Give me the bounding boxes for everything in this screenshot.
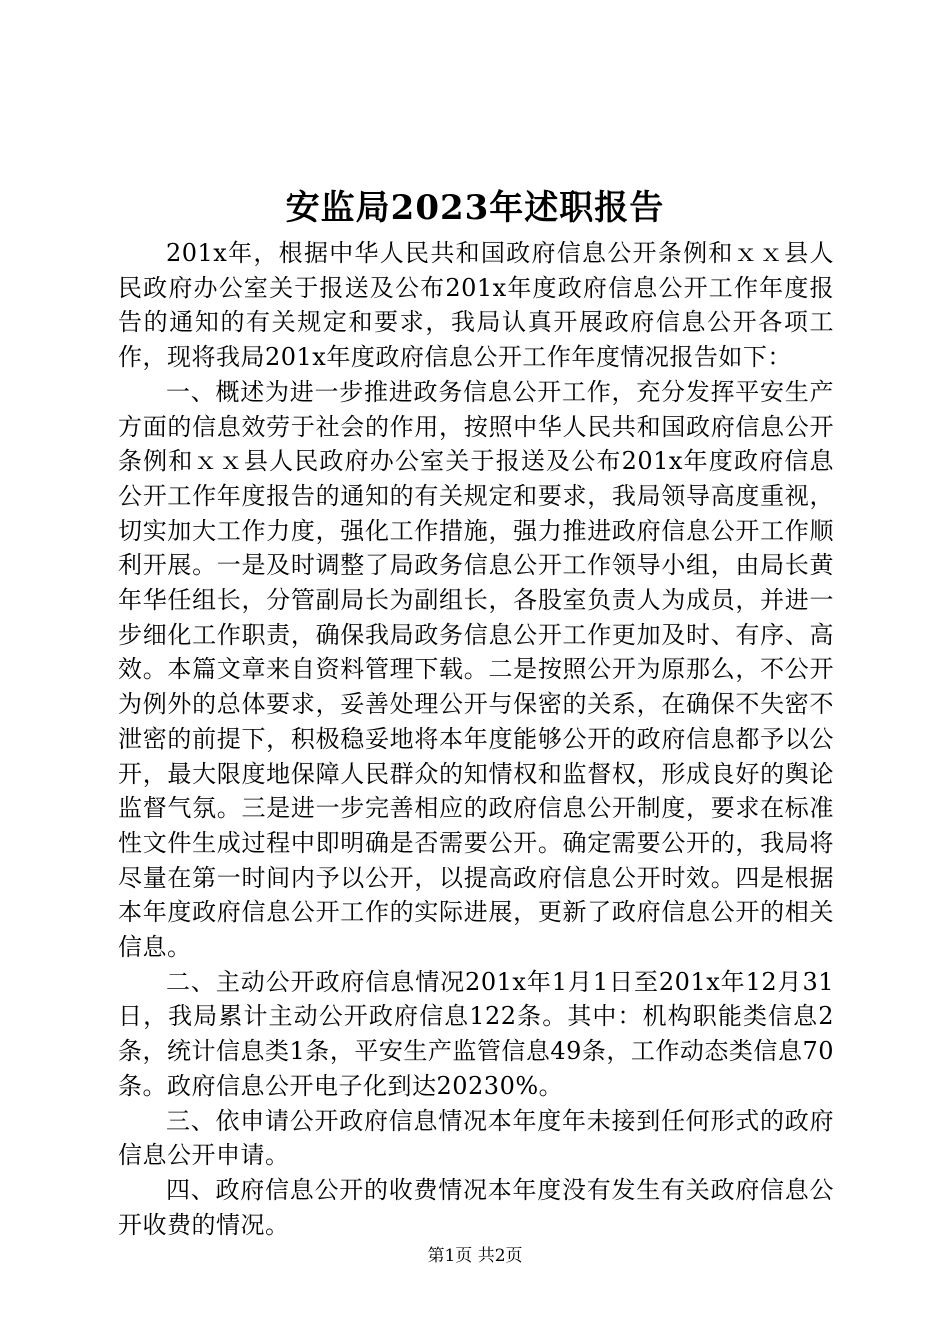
document-body [118, 236, 834, 1242]
paragraph-intro: 201x年，根据中华人民共和国政府信息公开条例和ｘｘ县人民政府办公室关于报送及公布201x年度政府信息公开工作年度报告的通知的有关规定和要求，我局认真开展政府信息公开各项工作，现将我局201x年度政府信息公开工作年度情况报告如下： [118, 239, 834, 372]
page-number-total: 共2页 [477, 1246, 523, 1266]
page-footer [0, 1244, 950, 1268]
paragraph-active-disclosure: 二、主动公开政府信息情况201x年1月1日至201x年12月31日，我局累计主动公开政府信息122条。其中：机构职能类信息2条，统计信息类1条，平安生产监管信息49条，工作动态类信息70条。政府信息公开电子化到达20230%。 [118, 967, 834, 1100]
page-title: 安监局2023年述职报告 [285, 188, 665, 228]
paragraph-application-disclosure: 三、依申请公开政府信息情况本年度年未接到任何形式的政府信息公开申请。 [118, 1106, 834, 1170]
page-number-current: 第1页 [427, 1246, 473, 1266]
paragraph-fees: 四、政府信息公开的收费情况本年度没有发生有关政府信息公开收费的情况。 [118, 1175, 834, 1239]
paragraph-overview: 一、概述为进一步推进政务信息公开工作，充分发挥平安生产方面的信息效劳于社会的作用，按照中华人民共和国政府信息公开条例和ｘｘ县人民政府办公室关于报送及公布201x年度政府信息公开工作年度报告的通知的有关规定和要求，我局领导高度重视，切实加大工作力度，强化工作措施，强力推进政府信息公开工作顺利开展。一是及时调整了局政务信息公开工作领导小组，由局长黄年华任组长，分管副局长为副组长，各股室负责人为成员，并进一步细化工作职责，确保我局政务信息公开工作更加及时、有序、高效。本篇文章来自资料管理下载。二是按照公开为原那么，不公开为例外的总体要求，妥善处理公开与保密的关系，在确保不失密不泄密的前提下，积极稳妥地将本年度能够公开的政府信息都予以公开，最大限度地保障人民群众的知情权和监督权，形成良好的舆论监督气氛。三是进一步完善相应的政府信息公开制度，要求在标准性文件生成过程中即明确是否需要公开。确定需要公开的，我局将尽量在第一时间内予以公开，以提高政府信息公开时效。四是根据本年度政府信息公开工作的实际进展，更新了政府信息公开的相关信息。 [118, 377, 834, 962]
